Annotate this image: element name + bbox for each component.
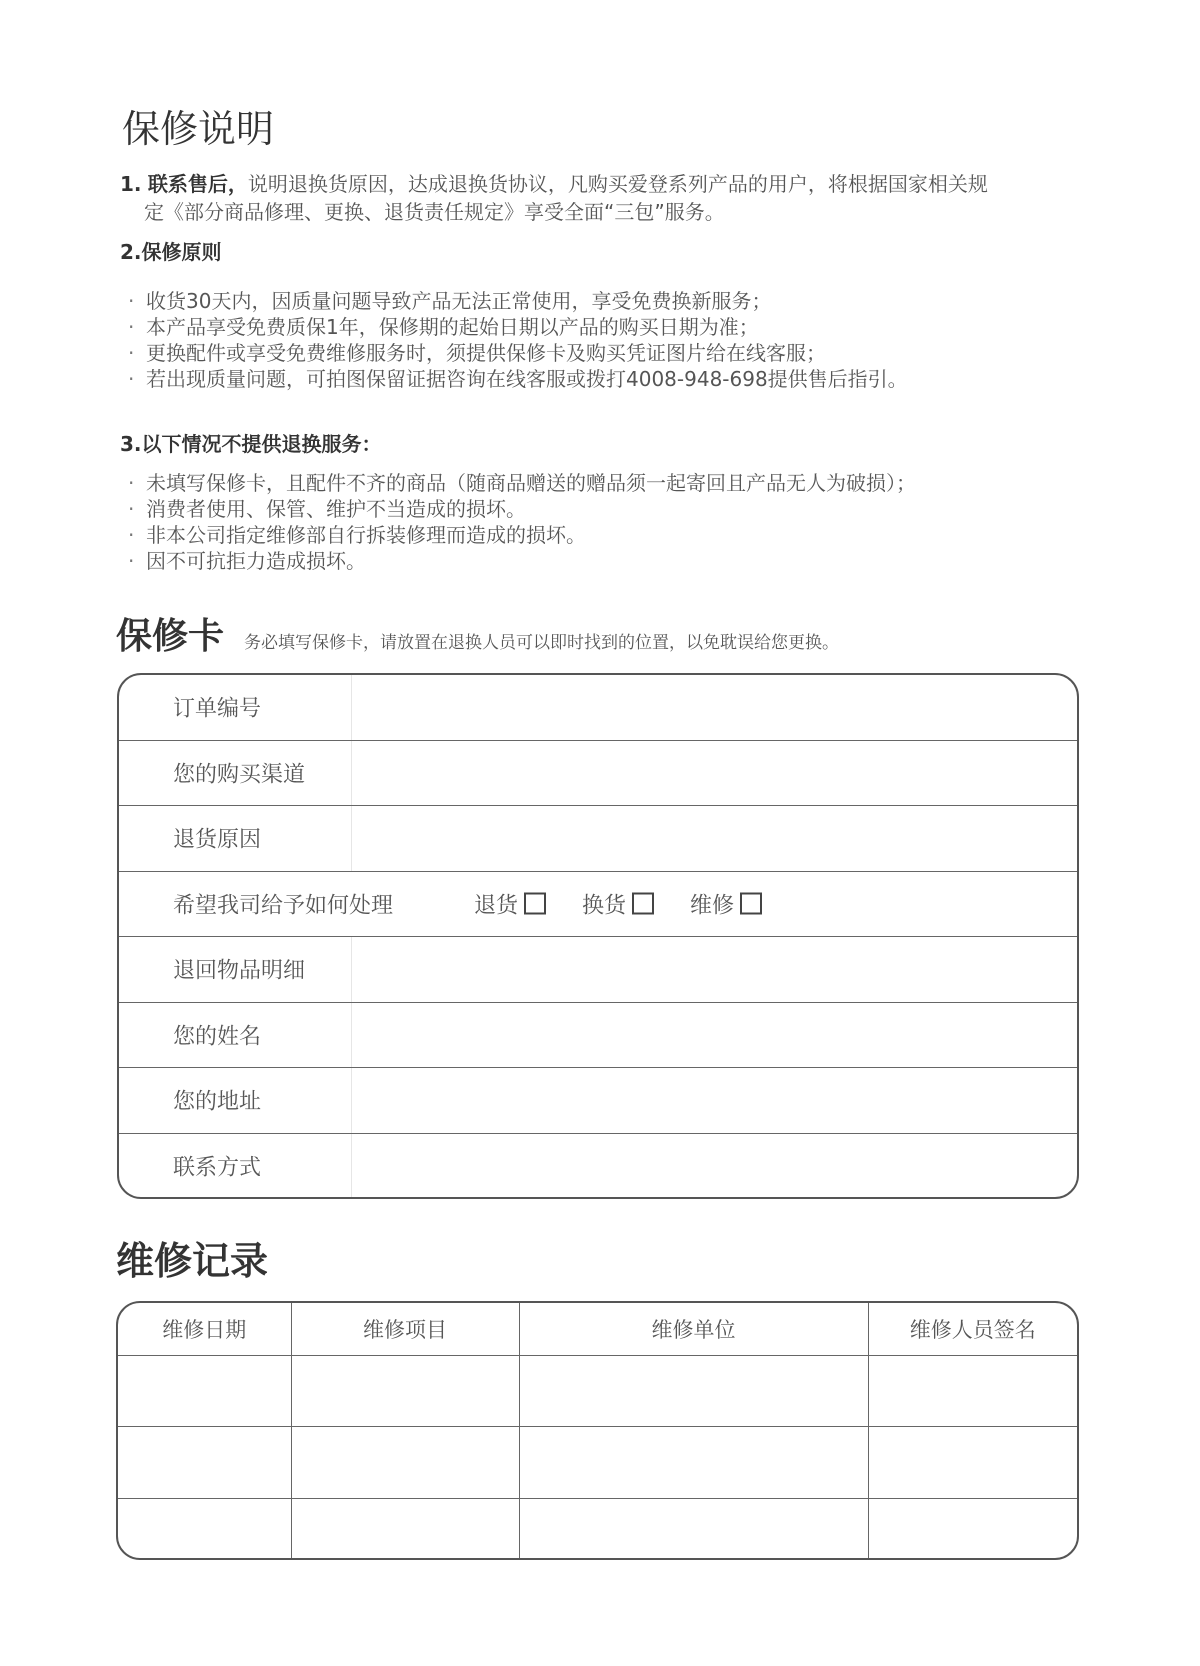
intro-line-2: 定《部分商品修理、更换、退货责任规定》享受全面“三包”服务。	[144, 200, 725, 224]
contact-field[interactable]	[352, 1134, 1077, 1200]
option-exchange-label: 换货	[582, 893, 627, 919]
table-cell[interactable]	[519, 1498, 868, 1558]
bullet-dot: ·	[128, 523, 135, 547]
table-cell[interactable]	[118, 1498, 291, 1558]
purchase-channel-field[interactable]	[352, 741, 1077, 806]
order-number-row	[119, 675, 1077, 741]
table-cell[interactable]	[519, 1356, 868, 1427]
bullet-dot: ·	[128, 367, 135, 391]
intro-lead: 联系售后，	[147, 172, 248, 196]
contact-label: 联系方式	[173, 1155, 262, 1181]
name-label: 您的姓名	[173, 1024, 262, 1050]
name-row	[119, 1003, 1077, 1069]
returned-items-field[interactable]	[352, 937, 1077, 1002]
purchase-channel-row	[119, 741, 1077, 807]
handling-options	[474, 888, 798, 919]
table-row	[118, 1427, 1077, 1498]
name-field[interactable]	[352, 1003, 1077, 1068]
repair-record-title: 维修记录	[116, 1239, 269, 1283]
return-checkbox[interactable]	[524, 893, 546, 915]
bullet-dot: ·	[128, 549, 135, 573]
order-number-field[interactable]	[352, 675, 1077, 740]
list-item: · 非本公司指定维修部自行拆装修理而造成的损坏。	[128, 523, 586, 547]
repair-checkbox[interactable]	[740, 893, 762, 915]
warranty-principles-list	[128, 288, 908, 392]
column-header-unit: 维修单位	[519, 1303, 868, 1356]
exclusions-list	[128, 470, 916, 574]
table-cell[interactable]	[519, 1427, 868, 1498]
option-return-label: 退货	[474, 893, 519, 919]
table-cell[interactable]	[868, 1498, 1077, 1558]
table-cell[interactable]	[118, 1427, 291, 1498]
handling-preference-label: 希望我司给予如何处理	[173, 893, 394, 919]
returned-items-row	[119, 937, 1077, 1003]
table-cell[interactable]	[868, 1427, 1077, 1498]
option-repair-label: 维修	[690, 893, 735, 919]
table-header-row	[118, 1303, 1077, 1356]
column-header-signature: 维修人员签名	[868, 1303, 1077, 1356]
page-title: 保修说明	[122, 107, 275, 151]
repair-record-table	[116, 1301, 1079, 1560]
return-reason-label: 退货原因	[173, 827, 262, 853]
return-reason-field[interactable]	[352, 806, 1077, 871]
list-item: · 本产品享受免费质保1年，保修期的起始日期以产品的购买日期为准；	[128, 315, 759, 339]
handling-preference-row	[119, 872, 1077, 938]
bullet-dot: ·	[128, 471, 135, 495]
option-repair[interactable]	[690, 888, 762, 919]
intro-paragraph	[120, 170, 1090, 226]
table-cell[interactable]	[291, 1427, 519, 1498]
table-cell[interactable]	[118, 1356, 291, 1427]
intro-number: 1.	[120, 172, 142, 196]
address-field[interactable]	[352, 1068, 1077, 1133]
column-header-item: 维修项目	[291, 1303, 519, 1356]
exchange-checkbox[interactable]	[632, 893, 654, 915]
purchase-channel-label: 您的购买渠道	[173, 762, 306, 788]
warranty-card-form	[117, 673, 1079, 1199]
list-item: · 收货30天内，因质量问题导致产品无法正常使用，享受免费换新服务；	[128, 289, 772, 313]
warranty-card-title: 保修卡	[116, 616, 225, 657]
returned-items-label: 退回物品明细	[173, 958, 306, 984]
bullet-dot: ·	[128, 497, 135, 521]
exclusions-heading: 3.以下情况不提供退换服务：	[120, 432, 382, 456]
table-cell[interactable]	[868, 1356, 1077, 1427]
warranty-principles-heading: 2.保修原则	[120, 240, 222, 264]
column-header-date: 维修日期	[118, 1303, 291, 1356]
intro-line-1: 说明退换货原因，达成退换货协议，凡购买爱登系列产品的用户，将根据国家相关规	[247, 172, 988, 196]
option-exchange[interactable]	[582, 888, 654, 919]
table-row	[118, 1356, 1077, 1427]
list-item: · 若出现质量问题，可拍图保留证据咨询在线客服或拨打4008-948-698提供售后指引。	[128, 367, 908, 391]
address-row	[119, 1068, 1077, 1134]
list-item: · 因不可抗拒力造成损坏。	[128, 549, 366, 573]
address-label: 您的地址	[173, 1089, 262, 1115]
table-cell[interactable]	[291, 1498, 519, 1558]
list-item: · 更换配件或享受免费维修服务时，须提供保修卡及购买凭证图片给在线客服；	[128, 341, 826, 365]
list-item: · 未填写保修卡，且配件不齐的商品（随商品赠送的赠品须一起寄回且产品无人为破损）；	[128, 471, 916, 495]
bullet-dot: ·	[128, 289, 135, 313]
bullet-dot: ·	[128, 341, 135, 365]
list-item: · 消费者使用、保管、维护不当造成的损坏。	[128, 497, 526, 521]
table-row	[118, 1498, 1077, 1558]
option-return[interactable]	[474, 888, 546, 919]
order-number-label: 订单编号	[173, 696, 262, 722]
bullet-dot: ·	[128, 315, 135, 339]
warranty-card-note: 务必填写保修卡，请放置在退换人员可以即时找到的位置，以免耽误给您更换。	[244, 633, 839, 653]
return-reason-row	[119, 806, 1077, 872]
table-cell[interactable]	[291, 1356, 519, 1427]
contact-row	[119, 1134, 1077, 1200]
